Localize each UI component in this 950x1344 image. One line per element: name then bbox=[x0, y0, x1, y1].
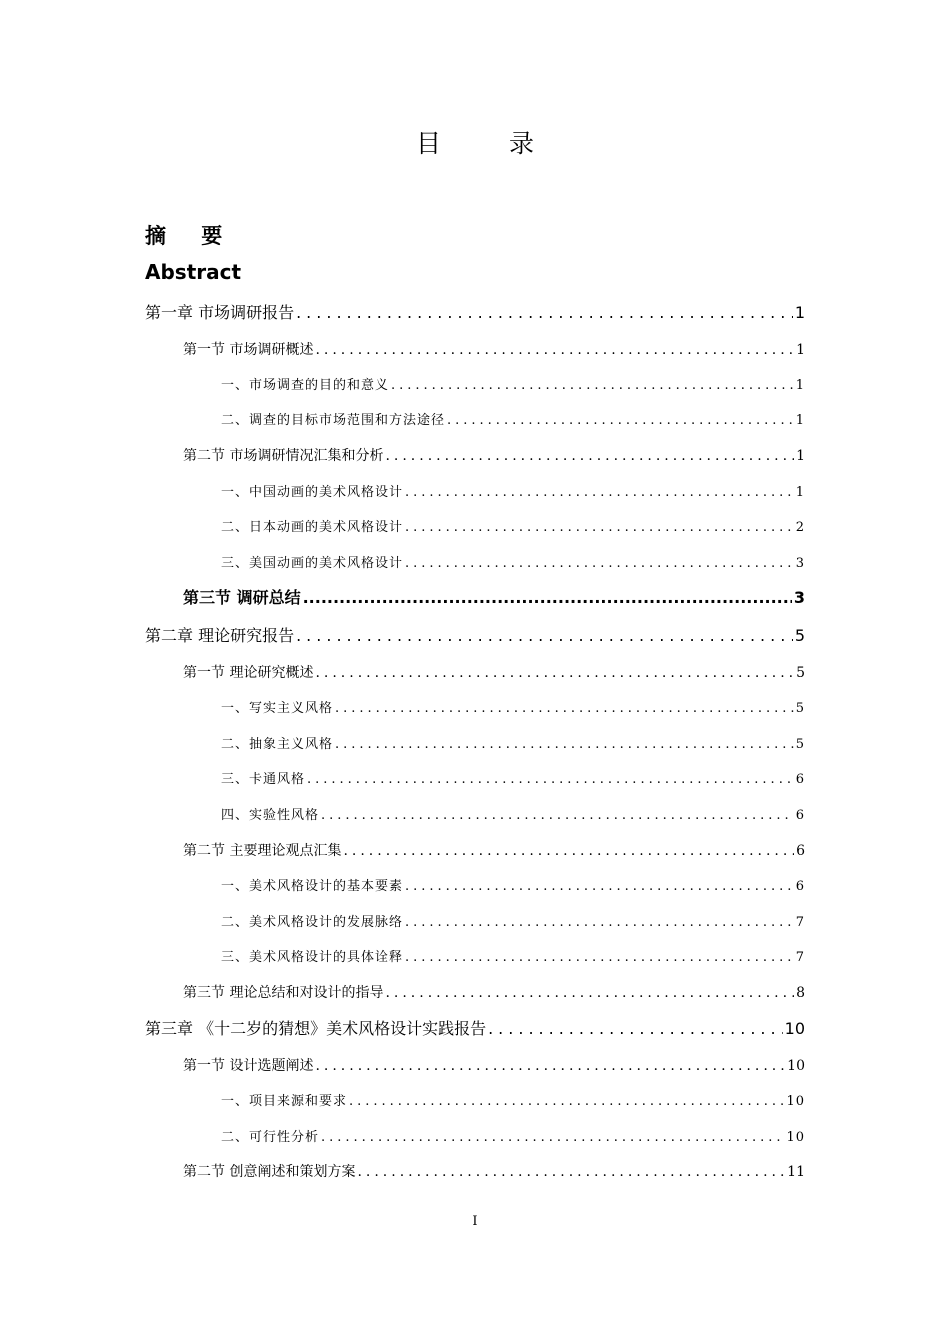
toc-entry[interactable] bbox=[221, 1090, 805, 1109]
page-title: 目 录 bbox=[416, 129, 564, 158]
toc-entry[interactable] bbox=[221, 1126, 805, 1145]
toc-entry[interactable] bbox=[221, 804, 805, 823]
toc-entry[interactable] bbox=[221, 697, 805, 716]
toc-entry-text: 四、实验性风格 bbox=[221, 808, 320, 823]
toc-entry-text: 二、可行性分析 bbox=[221, 1130, 320, 1145]
toc-entry-text: 一、市场调查的目的和意义 bbox=[221, 378, 390, 393]
toc-entry[interactable] bbox=[183, 1161, 805, 1181]
toc-entry-text: 第二节 市场调研情况汇集和分析 bbox=[183, 448, 384, 464]
toc-entry-text: 一、中国动画的美术风格设计 bbox=[221, 485, 404, 500]
toc-entry[interactable] bbox=[221, 911, 805, 930]
toc-leader bbox=[405, 915, 794, 930]
toc-entry-page: 7 bbox=[795, 950, 805, 965]
toc-entry[interactable] bbox=[221, 374, 805, 393]
toc-leader bbox=[343, 843, 794, 859]
toc-entry-text: 第一节 设计选题阐述 bbox=[183, 1058, 314, 1074]
abstract-cn-heading: 摘 要 bbox=[145, 224, 237, 248]
toc-entry-text: 一、美术风格设计的基本要素 bbox=[221, 879, 404, 894]
toc-entry-text: 第三节 理论总结和对设计的指导 bbox=[183, 985, 384, 1001]
toc-entry-page: 1 bbox=[795, 485, 805, 500]
toc-leader bbox=[315, 665, 794, 681]
toc-entry-text: 第三章 《十二岁的猜想》美术风格设计实践报告 bbox=[145, 1019, 487, 1038]
toc-entry-page: 6 bbox=[795, 772, 805, 787]
toc-leader bbox=[303, 588, 792, 607]
toc-entry-text: 二、日本动画的美术风格设计 bbox=[221, 520, 404, 535]
toc-leader bbox=[405, 556, 794, 571]
toc-leader bbox=[385, 985, 794, 1001]
toc-entry-page: 1 bbox=[796, 448, 805, 464]
toc-entry-text: 二、调查的目标市场范围和方法途径 bbox=[221, 413, 446, 428]
toc-entry-page: 2 bbox=[795, 520, 805, 535]
toc-leader bbox=[296, 303, 793, 322]
toc-entry[interactable] bbox=[221, 733, 805, 752]
toc-entry-text: 第一节 理论研究概述 bbox=[183, 665, 314, 681]
toc-leader bbox=[405, 520, 794, 535]
toc-entry-page: 7 bbox=[795, 915, 805, 930]
toc-leader bbox=[321, 1130, 784, 1145]
toc-entry-text: 第二章 理论研究报告 bbox=[145, 626, 295, 645]
toc-entry-page: 6 bbox=[795, 808, 805, 823]
toc-leader bbox=[357, 1164, 785, 1180]
toc-entry-page: 5 bbox=[795, 701, 805, 716]
toc-entry[interactable] bbox=[221, 768, 805, 787]
toc-entry-text: 第一章 市场调研报告 bbox=[145, 303, 295, 322]
toc-entry-page: 1 bbox=[796, 342, 805, 358]
toc-entry-text: 第二节 创意阐述和策划方案 bbox=[183, 1164, 356, 1180]
toc-entry-page: 5 bbox=[795, 737, 805, 752]
toc-leader bbox=[447, 413, 794, 428]
toc-entry-page: 3 bbox=[795, 556, 805, 571]
toc-entry[interactable] bbox=[221, 875, 805, 894]
toc-entry[interactable] bbox=[183, 840, 805, 860]
toc-entry-page: 1 bbox=[794, 303, 805, 322]
toc-entry[interactable] bbox=[183, 662, 805, 682]
toc-entry-text: 二、美术风格设计的发展脉络 bbox=[221, 915, 404, 930]
toc-entry[interactable] bbox=[145, 300, 805, 323]
page-number: I bbox=[472, 1214, 478, 1229]
toc-entry[interactable] bbox=[183, 339, 805, 359]
toc-leader bbox=[296, 626, 793, 645]
toc-entry-text: 第一节 市场调研概述 bbox=[183, 342, 314, 358]
toc-entry[interactable] bbox=[221, 946, 805, 965]
toc-entry-text: 第三节 调研总结 bbox=[183, 588, 301, 607]
toc-leader bbox=[405, 485, 794, 500]
toc-leader bbox=[405, 950, 794, 965]
toc-entry[interactable] bbox=[183, 585, 805, 608]
toc-entry-page: 11 bbox=[787, 1164, 805, 1180]
toc-entry-page: 6 bbox=[796, 843, 805, 859]
toc-entry-page: 8 bbox=[796, 985, 805, 1001]
toc-leader bbox=[349, 1094, 784, 1109]
toc-entry[interactable] bbox=[221, 552, 805, 571]
toc-leader bbox=[321, 808, 794, 823]
toc-entry-page: 10 bbox=[786, 1130, 805, 1145]
toc-leader bbox=[335, 737, 794, 752]
toc-leader bbox=[488, 1019, 783, 1038]
toc-entry[interactable] bbox=[183, 982, 805, 1002]
abstract-en-heading: Abstract bbox=[145, 260, 242, 284]
toc-entry-page: 6 bbox=[795, 879, 805, 894]
toc-entry-page: 1 bbox=[795, 413, 805, 428]
toc-entry[interactable] bbox=[183, 445, 805, 465]
toc-entry-text: 三、卡通风格 bbox=[221, 772, 306, 787]
toc-entry-text: 三、美国动画的美术风格设计 bbox=[221, 556, 404, 571]
toc-leader bbox=[315, 342, 794, 358]
toc-entry[interactable] bbox=[221, 481, 805, 500]
toc-entry-page: 3 bbox=[793, 588, 805, 607]
toc-leader bbox=[315, 1058, 785, 1074]
toc-entry-page: 5 bbox=[794, 626, 805, 645]
toc-entry-page: 10 bbox=[787, 1058, 805, 1074]
toc-entry[interactable] bbox=[183, 1055, 805, 1075]
toc-entry-page: 10 bbox=[786, 1094, 805, 1109]
toc-entry-text: 第二节 主要理论观点汇集 bbox=[183, 843, 342, 859]
toc-entry-text: 二、抽象主义风格 bbox=[221, 737, 334, 752]
toc-leader bbox=[335, 701, 794, 716]
toc-entry[interactable] bbox=[221, 516, 805, 535]
toc-entry[interactable] bbox=[145, 1016, 805, 1039]
toc-leader bbox=[385, 448, 794, 464]
toc-entry-text: 一、项目来源和要求 bbox=[221, 1094, 348, 1109]
toc-entry-page: 5 bbox=[796, 665, 805, 681]
toc-entry[interactable] bbox=[221, 409, 805, 428]
toc-leader bbox=[307, 772, 794, 787]
toc-entry-page: 1 bbox=[795, 378, 805, 393]
toc-leader bbox=[391, 378, 794, 393]
toc-entry-text: 一、写实主义风格 bbox=[221, 701, 334, 716]
toc-leader bbox=[405, 879, 794, 894]
toc-entry-page: 10 bbox=[784, 1019, 805, 1038]
toc-entry[interactable] bbox=[145, 623, 805, 646]
toc-entry-text: 三、美术风格设计的具体诠释 bbox=[221, 950, 404, 965]
